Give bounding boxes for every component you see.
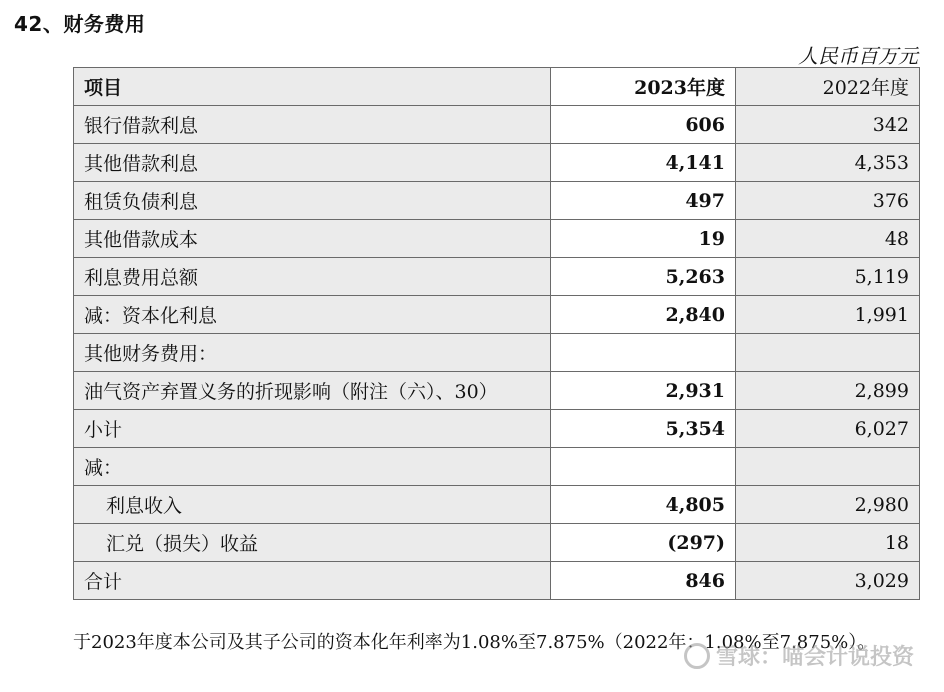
finance-expense-table xyxy=(73,67,920,600)
row-value-2023: 2,840 xyxy=(551,296,736,334)
row-value-2022: 48 xyxy=(736,220,920,258)
row-value-2023: 606 xyxy=(551,106,736,144)
table-row xyxy=(74,372,920,410)
row-value-2023: 4,141 xyxy=(551,144,736,182)
section-heading: 42、财务费用 xyxy=(14,12,146,36)
table-row xyxy=(74,410,920,448)
snowball-logo-icon xyxy=(684,643,710,669)
row-label: 租赁负债利息 xyxy=(74,182,551,220)
row-label: 其他借款成本 xyxy=(74,220,551,258)
header-item: 项目 xyxy=(74,68,551,106)
row-label: 汇兑（损失）收益 xyxy=(74,524,551,562)
watermark xyxy=(684,640,914,671)
unit-label: 人民币百万元 xyxy=(798,44,918,68)
row-value-2023 xyxy=(551,334,736,372)
row-value-2022: 6,027 xyxy=(736,410,920,448)
row-value-2023: 5,263 xyxy=(551,258,736,296)
row-label: 利息收入 xyxy=(74,486,551,524)
row-label: 其他借款利息 xyxy=(74,144,551,182)
row-value-2023: 846 xyxy=(551,562,736,600)
header-2023: 2023年度 xyxy=(551,68,736,106)
header-2022: 2022年度 xyxy=(736,68,920,106)
row-value-2023: 5,354 xyxy=(551,410,736,448)
row-value-2023: 2,931 xyxy=(551,372,736,410)
footnote: 于2023年度本公司及其子公司的资本化年利率为1.08%至7.875%（2022年：1.08%至7.875%）。 xyxy=(73,632,876,653)
row-label: 减： xyxy=(74,448,551,486)
row-label: 银行借款利息 xyxy=(74,106,551,144)
row-value-2023: 497 xyxy=(551,182,736,220)
table-row xyxy=(74,296,920,334)
row-value-2022: 4,353 xyxy=(736,144,920,182)
table-row xyxy=(74,486,920,524)
row-value-2022 xyxy=(736,448,920,486)
row-label: 减：资本化利息 xyxy=(74,296,551,334)
row-value-2022: 342 xyxy=(736,106,920,144)
row-label: 其他财务费用： xyxy=(74,334,551,372)
row-label: 油气资产弃置义务的折现影响（附注（六）、30） xyxy=(74,372,551,410)
table-row xyxy=(74,448,920,486)
table-row xyxy=(74,562,920,600)
watermark-text: 雪球：喵会计说投资 xyxy=(715,645,914,670)
row-value-2022: 5,119 xyxy=(736,258,920,296)
table-row xyxy=(74,106,920,144)
table-row xyxy=(74,220,920,258)
row-value-2023: 4,805 xyxy=(551,486,736,524)
table-row xyxy=(74,334,920,372)
table-row xyxy=(74,182,920,220)
table-row xyxy=(74,144,920,182)
row-value-2022 xyxy=(736,334,920,372)
row-value-2023: (297) xyxy=(551,524,736,562)
row-label: 利息费用总额 xyxy=(74,258,551,296)
table-header-row xyxy=(74,68,920,106)
row-value-2022: 1,991 xyxy=(736,296,920,334)
row-value-2022: 2,899 xyxy=(736,372,920,410)
table-row xyxy=(74,258,920,296)
row-value-2022: 3,029 xyxy=(736,562,920,600)
row-value-2022: 18 xyxy=(736,524,920,562)
row-label: 小计 xyxy=(74,410,551,448)
row-label: 合计 xyxy=(74,562,551,600)
row-value-2022: 376 xyxy=(736,182,920,220)
table-row xyxy=(74,524,920,562)
row-value-2023: 19 xyxy=(551,220,736,258)
row-value-2022: 2,980 xyxy=(736,486,920,524)
row-value-2023 xyxy=(551,448,736,486)
